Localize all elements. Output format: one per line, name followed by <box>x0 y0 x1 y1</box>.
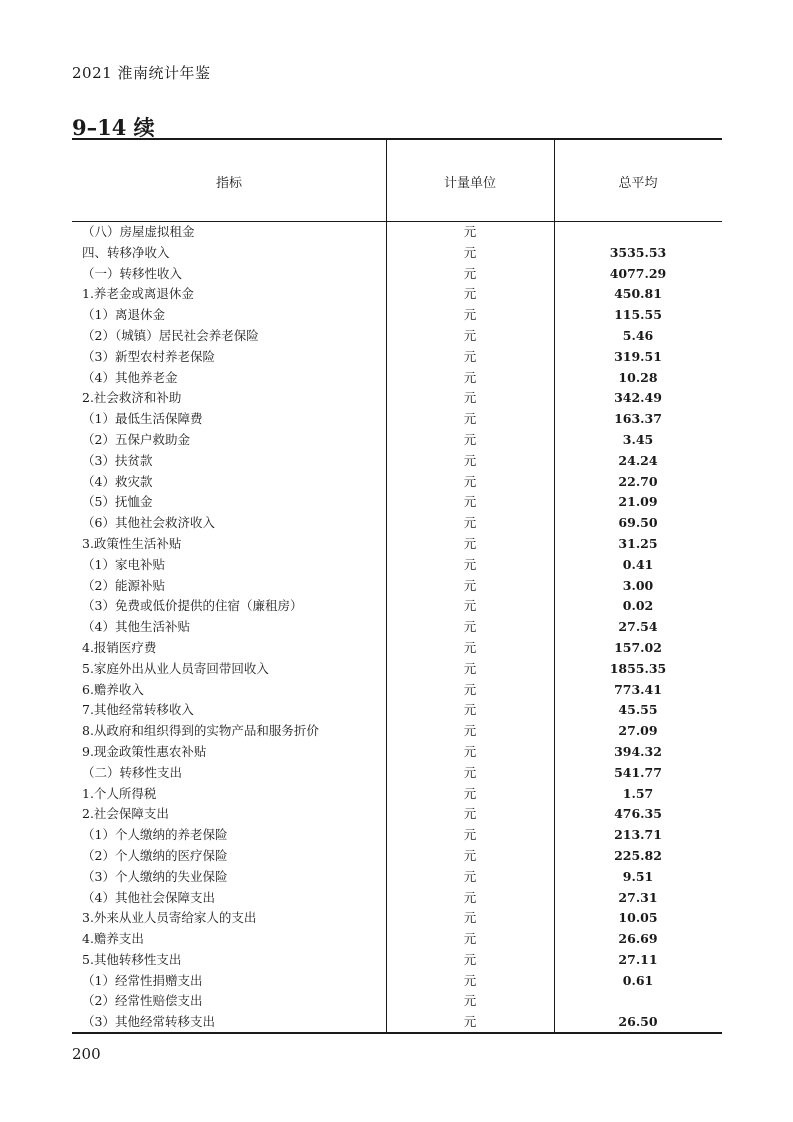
row-label: （5）抚恤金 <box>82 494 153 510</box>
table-row <box>72 243 722 264</box>
table-row <box>72 1012 722 1033</box>
row-label: （6）其他社会救济收入 <box>82 515 215 531</box>
row-value: 773.41 <box>614 681 662 697</box>
table-row <box>72 991 722 1012</box>
table-row <box>72 867 722 888</box>
column-header-indicator: 指标 <box>215 176 242 191</box>
table-row <box>72 596 722 617</box>
row-unit: 元 <box>463 244 477 260</box>
row-unit: 元 <box>463 452 477 468</box>
table-row <box>72 555 722 576</box>
row-value: 157.02 <box>614 639 662 655</box>
row-value: 4077.29 <box>609 265 667 281</box>
row-unit: 元 <box>463 723 477 739</box>
table-row <box>72 472 722 493</box>
table-row <box>72 284 722 305</box>
row-unit: 元 <box>463 785 477 801</box>
row-value: 24.24 <box>618 452 658 468</box>
row-unit: 元 <box>463 639 477 655</box>
row-unit: 元 <box>463 307 477 323</box>
table-body <box>72 222 722 1033</box>
row-value: 3.00 <box>622 577 654 593</box>
table-row <box>72 222 722 243</box>
row-unit: 元 <box>463 868 477 884</box>
row-value: 69.50 <box>618 515 658 531</box>
table-row <box>72 721 722 742</box>
table-row <box>72 680 722 701</box>
column-header-average: 总平均 <box>618 176 658 191</box>
row-unit: 元 <box>463 327 477 343</box>
row-unit: 元 <box>463 910 477 926</box>
row-label: （1）离退休金 <box>82 307 165 323</box>
row-label: 8.从政府和组织得到的实物产品和服务折价 <box>82 723 319 739</box>
row-label: 7.其他经常转移收入 <box>82 702 194 718</box>
row-label: （3）其他经常转移支出 <box>82 1014 215 1030</box>
row-label: （一）转移性收入 <box>82 265 183 281</box>
table-row <box>72 430 722 451</box>
row-unit: 元 <box>463 827 477 843</box>
row-value: 21.09 <box>618 494 658 510</box>
row-label: （2）经常性赔偿支出 <box>82 993 203 1009</box>
table-row <box>72 888 722 909</box>
row-value: 163.37 <box>614 411 662 427</box>
table-row <box>72 368 722 389</box>
table-title: 9–14 续 <box>72 115 155 140</box>
row-value: 27.54 <box>618 619 658 635</box>
row-label: （4）其他生活补贴 <box>82 619 190 635</box>
row-unit: 元 <box>463 598 477 614</box>
row-unit: 元 <box>463 972 477 988</box>
row-label: （2）能源补贴 <box>82 577 165 593</box>
row-label: 4.报销医疗费 <box>82 639 157 655</box>
row-unit: 元 <box>463 660 477 676</box>
table-row <box>72 742 722 763</box>
row-value: 1855.35 <box>609 660 667 676</box>
row-label: （2）五保户救助金 <box>82 431 190 447</box>
table-row <box>72 388 722 409</box>
column-header-unit: 计量单位 <box>443 176 496 191</box>
table-row <box>72 659 722 680</box>
row-value: 10.05 <box>618 910 658 926</box>
row-unit: 元 <box>463 494 477 510</box>
row-label: （1）经常性捐赠支出 <box>82 972 203 988</box>
row-label: 2.社会保障支出 <box>82 806 169 822</box>
row-value: 450.81 <box>614 286 662 302</box>
table-row <box>72 576 722 597</box>
row-value: 26.50 <box>618 1014 658 1030</box>
row-unit: 元 <box>463 265 477 281</box>
row-unit: 元 <box>463 889 477 905</box>
row-label: （八）房屋虚拟租金 <box>82 224 195 239</box>
row-value: 115.55 <box>614 307 662 323</box>
row-label: 2.社会救济和补助 <box>82 390 182 406</box>
row-value <box>554 991 722 1012</box>
table-row <box>72 763 722 784</box>
row-value: 213.71 <box>614 827 662 843</box>
row-unit: 元 <box>463 369 477 385</box>
row-label: 四、转移净收入 <box>82 244 170 260</box>
table-row <box>72 638 722 659</box>
table-row <box>72 971 722 992</box>
table-row <box>72 264 722 285</box>
table-row <box>72 409 722 430</box>
row-unit: 元 <box>463 743 477 759</box>
row-label: （2）个人缴纳的医疗保险 <box>82 847 228 863</box>
row-label: （3）扶贫款 <box>82 452 153 468</box>
row-value: 10.28 <box>618 369 658 385</box>
row-unit: 元 <box>463 951 477 967</box>
row-label: （二）转移性支出 <box>82 764 183 780</box>
table-row <box>72 451 722 472</box>
table-row <box>72 804 722 825</box>
row-value: 27.11 <box>618 951 658 967</box>
row-label: 9.现金政策性惠农补贴 <box>82 743 207 759</box>
row-unit: 元 <box>463 431 477 447</box>
row-unit: 元 <box>463 619 477 635</box>
table-top-rule <box>72 138 722 140</box>
table-row <box>72 908 722 929</box>
row-label: （1）最低生活保障费 <box>82 411 203 427</box>
row-value: 0.02 <box>622 598 654 614</box>
row-value: 541.77 <box>614 764 662 780</box>
row-unit: 元 <box>463 931 477 947</box>
row-label: （1）家电补贴 <box>82 556 165 572</box>
row-unit: 元 <box>463 993 477 1009</box>
row-unit: 元 <box>463 390 477 406</box>
row-label: 1.养老金或离退休金 <box>82 286 194 302</box>
row-value: 26.69 <box>618 931 658 947</box>
row-unit: 元 <box>463 286 477 302</box>
row-unit: 元 <box>463 224 477 239</box>
row-value: 476.35 <box>614 806 662 822</box>
row-unit: 元 <box>463 535 477 551</box>
row-value: 394.32 <box>614 743 662 759</box>
row-unit: 元 <box>463 681 477 697</box>
row-value: 319.51 <box>614 348 662 364</box>
row-label: （2）（城镇）居民社会养老保险 <box>82 327 259 343</box>
row-label: （3）免费或低价提供的住宿（廉租房） <box>82 598 303 614</box>
row-label: 3.政策性生活补贴 <box>82 535 182 551</box>
row-label: 5.其他转移性支出 <box>82 951 182 967</box>
row-label: （3）新型农村养老保险 <box>82 348 215 364</box>
table-row <box>72 513 722 534</box>
row-unit: 元 <box>463 702 477 718</box>
row-unit: 元 <box>463 411 477 427</box>
row-value: 9.51 <box>622 868 654 884</box>
table-row <box>72 305 722 326</box>
table-row <box>72 534 722 555</box>
row-value: 0.61 <box>622 972 654 988</box>
row-unit: 元 <box>463 847 477 863</box>
table-row <box>72 784 722 805</box>
row-label: （4）救灾款 <box>82 473 153 489</box>
row-label: 6.赡养收入 <box>82 681 144 697</box>
row-unit: 元 <box>463 806 477 822</box>
table-row <box>72 617 722 638</box>
row-value: 27.09 <box>618 723 658 739</box>
row-label: （1）个人缴纳的养老保险 <box>82 827 228 843</box>
row-unit: 元 <box>463 764 477 780</box>
row-label: 5.家庭外出从业人员寄回带回收入 <box>82 660 269 676</box>
row-unit: 元 <box>463 473 477 489</box>
table-row <box>72 326 722 347</box>
row-value: 1.57 <box>622 785 654 801</box>
table-row <box>72 929 722 950</box>
row-label: （4）其他社会保障支出 <box>82 889 215 905</box>
table-row <box>72 492 722 513</box>
row-unit: 元 <box>463 348 477 364</box>
row-label: （4）其他养老金 <box>82 369 178 385</box>
row-value: 3.45 <box>622 431 654 447</box>
row-unit: 元 <box>463 515 477 531</box>
row-label: 1.个人所得税 <box>82 785 157 801</box>
book-title: 2021 淮南统计年鉴 <box>72 64 211 82</box>
row-unit: 元 <box>463 577 477 593</box>
row-label: （3）个人缴纳的失业保险 <box>82 868 228 884</box>
row-value: 22.70 <box>618 473 658 489</box>
row-value: 225.82 <box>614 847 662 863</box>
row-value: 342.49 <box>614 390 662 406</box>
table-row <box>72 846 722 867</box>
row-value: 27.31 <box>618 889 658 905</box>
table-row <box>72 950 722 971</box>
row-value: 3535.53 <box>609 244 667 260</box>
table-row <box>72 825 722 846</box>
table-row <box>72 700 722 721</box>
row-label: 4.赡养支出 <box>82 931 144 947</box>
row-value: 5.46 <box>622 327 654 343</box>
table-row <box>72 347 722 368</box>
row-unit: 元 <box>463 556 477 572</box>
page-number: 200 <box>72 1045 101 1063</box>
row-value <box>554 222 722 243</box>
row-value: 45.55 <box>618 702 658 718</box>
row-value: 0.41 <box>622 556 654 572</box>
row-value: 31.25 <box>618 535 658 551</box>
row-label: 3.外来从业人员寄给家人的支出 <box>82 910 257 926</box>
row-unit: 元 <box>463 1014 477 1030</box>
